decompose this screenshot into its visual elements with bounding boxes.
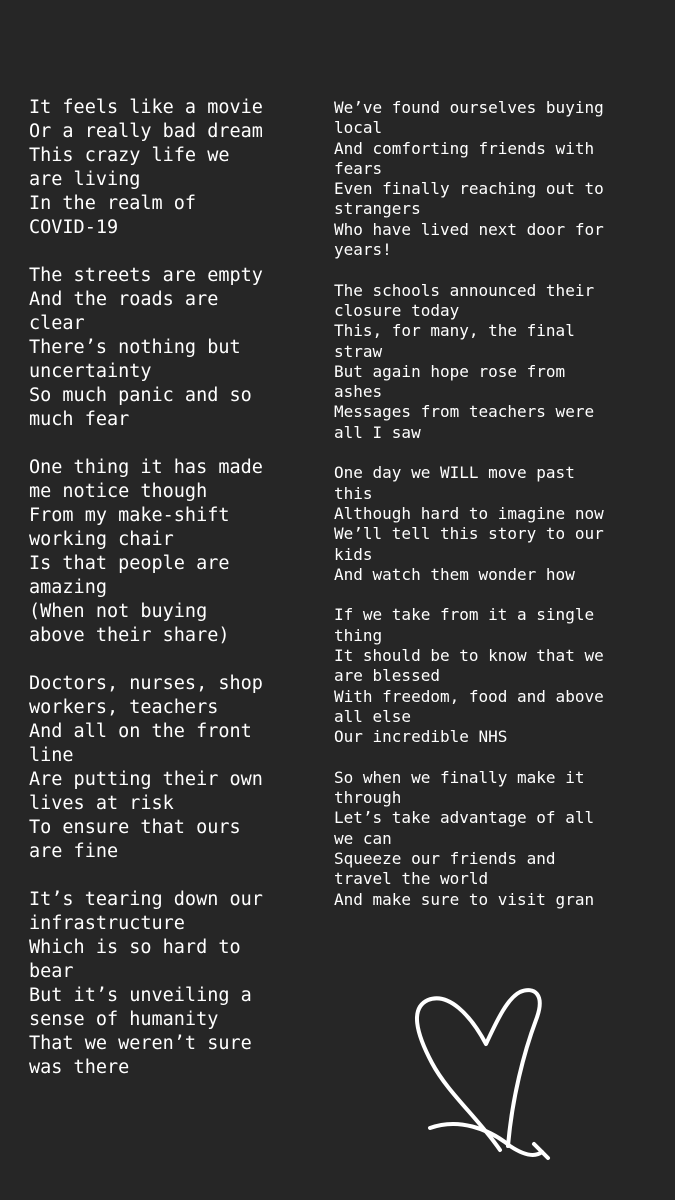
poem-left-column: It feels like a movie Or a really bad dream This crazy life we are living In the realm of COVID-19 The streets are empty And the roads are clear There’s nothing but uncertainty So much panic and so much fear One thing it has made me notice though From my make-shift working chair Is that people are amazing (When not buying above their share) Doctors, nurses, shop workers, teachers And all on the front line Are putting their own lives at risk To ensure that ours are fine It’s tearing down our infrastructure Which is so hard to bear But it’s unveiling a sense of humanity That we weren’t sure was there — [29, 97, 263, 1078]
poem-right-column: We’ve found ourselves buying local And comforting friends with fears Even finally reaching out to strangers Who have lived next door for years! The schools announced their closure today This, for many, the final straw But again hope rose from ashes Messages from teachers were all I saw One day we WILL move past this Although hard to imagine now We’ll tell this story to our kids And watch them wonder how If we take from it a single thing It should be to know that we are blessed With freedom, food and above all else Our incredible NHS So when we finally make it through Let’s take advantage of all we can Squeeze our friends and travel the world And make sure to visit gran — [334, 98, 604, 909]
heart-doodle-icon[interactable] — [408, 978, 568, 1168]
